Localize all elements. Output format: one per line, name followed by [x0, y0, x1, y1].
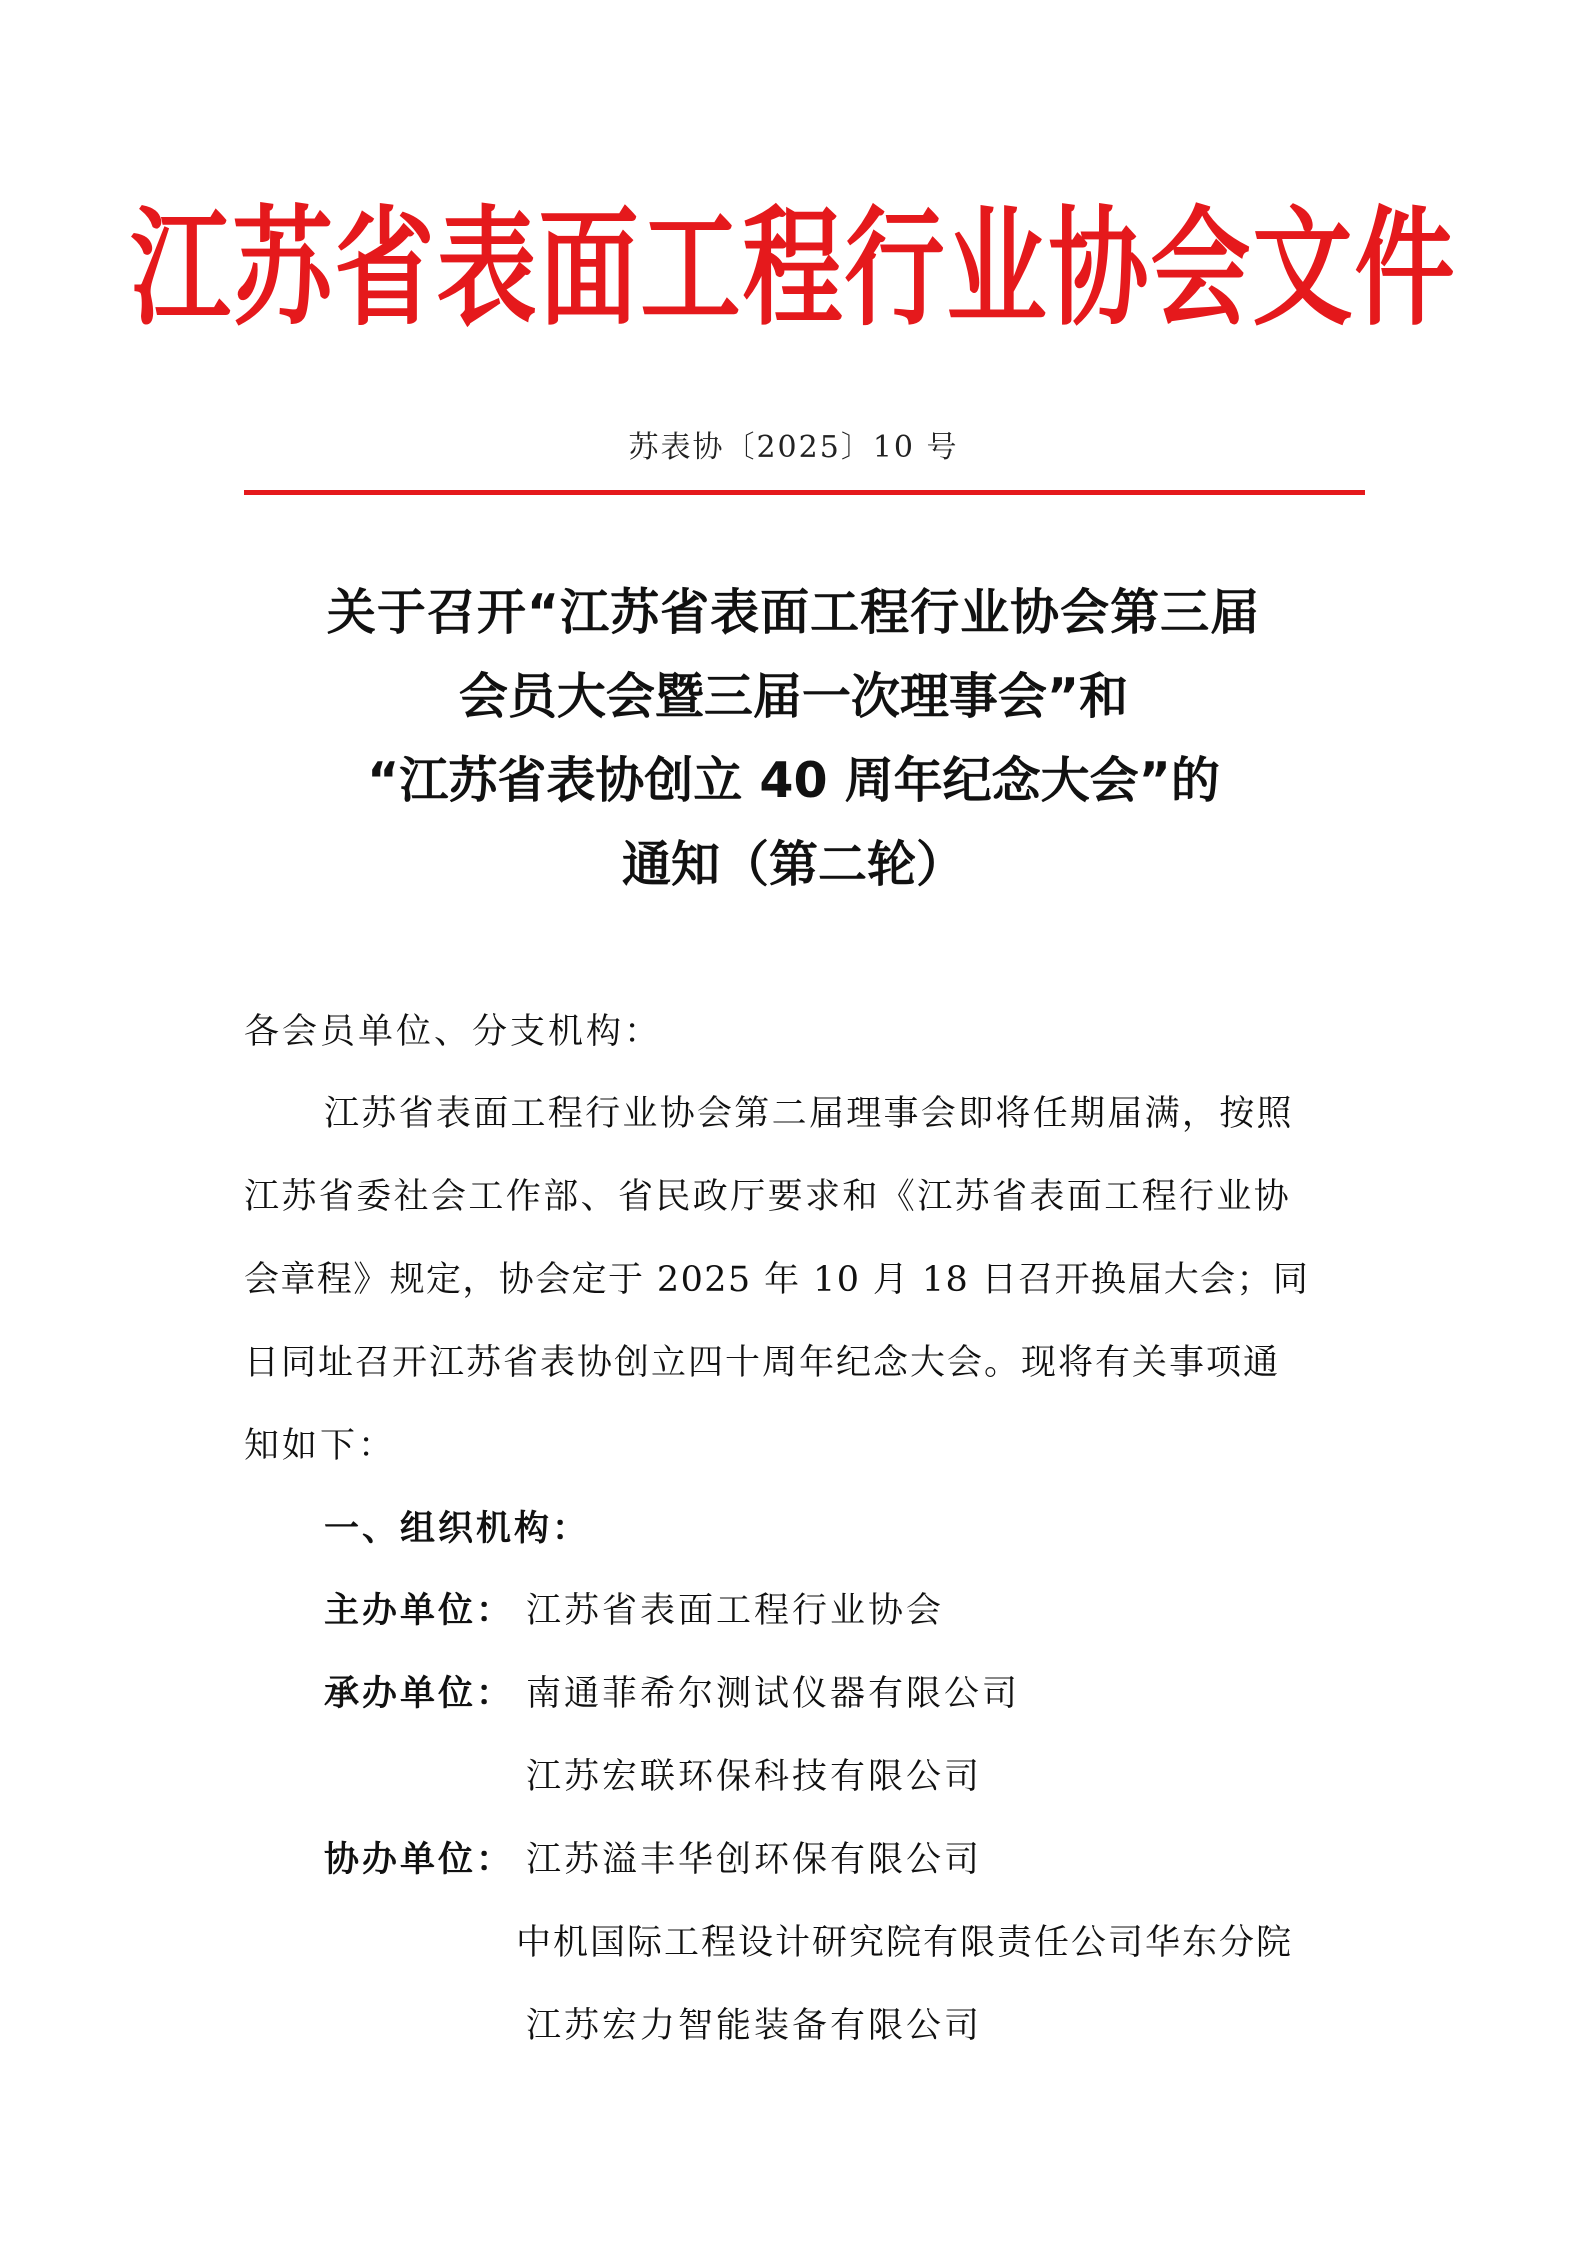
paragraph-line-2: 江苏省委社会工作部、省民政厅要求和《江苏省表面工程行业协 [244, 1177, 1292, 1217]
co-organizer-value-3: 江苏宏力智能装备有限公司 [526, 2006, 983, 2046]
organizer-value: 江苏省表面工程行业协会 [526, 1591, 945, 1631]
red-divider-line [244, 490, 1365, 495]
undertaker-value-1: 南通菲希尔测试仪器有限公司 [526, 1674, 1021, 1714]
document-number: 苏表协〔2025〕10 号 [628, 430, 959, 465]
paragraph-line-3: 会章程》规定，协会定于 2025 年 10 月 18 日召开换届大会；同 [244, 1260, 1310, 1300]
undertaker-value-2: 江苏宏联环保科技有限公司 [526, 1757, 983, 1797]
paragraph-line-1: 江苏省表面工程行业协会第二届理事会即将任期届满，按照 [324, 1094, 1294, 1134]
notice-title-line-4: 通知（第二轮） [621, 836, 965, 893]
paragraph-line-4: 日同址召开江苏省表协创立四十周年纪念大会。现将有关事项通 [244, 1343, 1281, 1383]
paragraph-line-5: 知如下： [244, 1426, 397, 1466]
salutation: 各会员单位、分支机构： [244, 1012, 663, 1052]
letterhead-title: 江苏省表面工程行业协会文件 [130, 193, 1457, 344]
notice-title-line-1: 关于召开“江苏省表面工程行业协会第三届 [326, 584, 1261, 641]
notice-title-line-2: 会员大会暨三届一次理事会”和 [458, 668, 1129, 725]
section-heading-organization: 一、组织机构： [324, 1509, 591, 1549]
co-organizer-value-1: 江苏溢丰华创环保有限公司 [526, 1840, 983, 1880]
notice-title-line-3: “江苏省表协创立 40 周年纪念大会”的 [367, 752, 1220, 809]
co-organizer-value-2: 中机国际工程设计研究院有限责任公司华东分院 [516, 1923, 1294, 1963]
co-organizer-label: 协办单位： [324, 1840, 515, 1880]
organizer-label: 主办单位： [324, 1591, 515, 1631]
undertaker-label: 承办单位： [324, 1674, 515, 1714]
